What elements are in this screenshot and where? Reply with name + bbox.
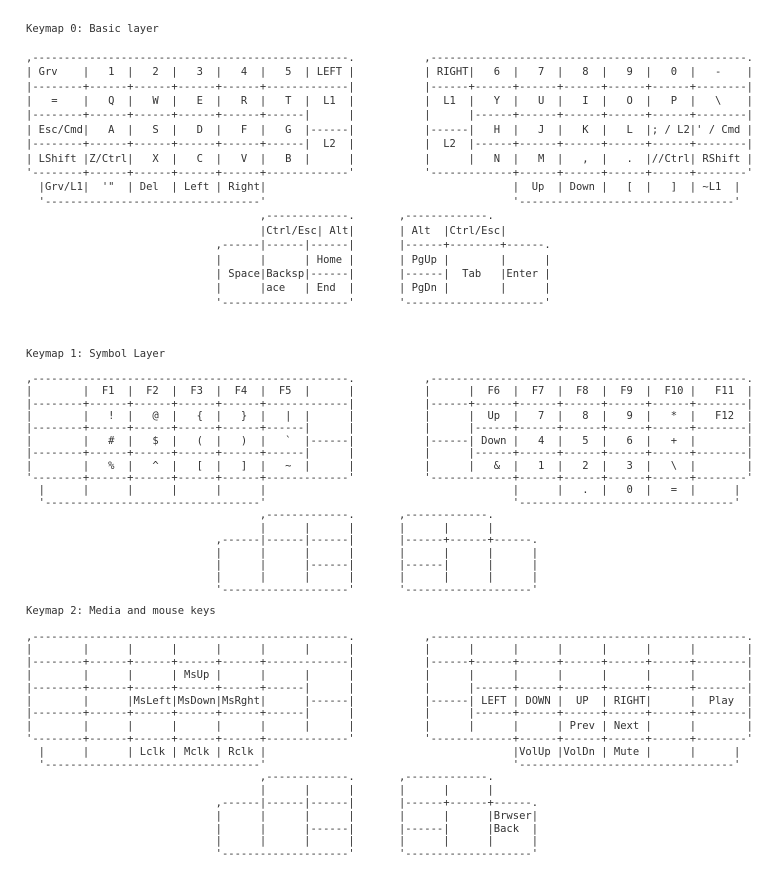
- keymap-2-media-mouse-keys-ascii: Keymap 2: Media and mouse keys ,--------------------------------------------------. ,--------------------------------------------------. | | | | | | | | | | | | | | | | |--------+------+------+------+------+-------------| |------+------+------+------+------+------+--------| | | | | MsUp | | | | | | | | | | | | |--------+------+------+------+------+------| | | |------+------+------+------+------+--------| | | |MsLeft|MsDown|MsRght| |------| |------| LEFT | DOWN | UP | RIGHT| | Play | |--------+------+------+------+------+------| | | |------+------+------+------+------+--------| | | | | | | | | | | | | Prev | Next | | | '--------+------+------+------+------+-------------' '-------------+------+------+------+------+--------' | | | Lclk | Mclk | Rclk | |VolUp |VolDn | Mute | | | '----------------------------------' '----------------------------------' ,-------------. ,-------------. | | | | | | ,------|------|------| |------+------+------. | | | | | | |Brwser| | | |------| |------| |Back | | | | | | | | | '--------------------' '--------------------': [26, 605, 753, 861]
- keymap-0-basic-layer-ascii: Keymap 0: Basic layer ,--------------------------------------------------. ,--------------------------------------------------. | Grv | 1 | 2 | 3 | 4 | 5 | LEFT | | RIGHT| 6 | 7 | 8 | 9 | 0 | - | |--------+------+------+------+------+-------------| |------+------+------+------+------+------+--------| | = | Q | W | E | R | T | L1 | | L1 | Y | U | I | O | P | \ | |--------+------+------+------+------+------| | | |------+------+------+------+------+--------| | Esc/Cmd| A | S | D | F | G |------| |------| H | J | K | L |; / L2|' / Cmd | |--------+------+------+------+------+------| L2 | | L2 |------+------+------+------+------+--------| | LShift |Z/Ctrl| X | C | V | B | | | | N | M | , | . |//Ctrl| RShift | '--------+------+------+------+------+-------------' '-------------+------+------+------+------+--------' |Grv/L1| '" | Del | Left | Right| | Up | Down | [ | ] | ~L1 | '----------------------------------' '----------------------------------' ,-------------. ,-------------. |Ctrl/Esc| Alt| | Alt |Ctrl/Esc| ,------|------|------| |------+--------+------. | | | Home | | PgUp | | | | Space|Backsp|------| |------| Tab |Enter | | |ace | End | | PgDn | | | '--------------------' '----------------------': [26, 23, 753, 309]
- keymap-1-symbol-layer-ascii: Keymap 1: Symbol Layer ,--------------------------------------------------. ,--------------------------------------------------. | | F1 | F2 | F3 | F4 | F5 | | | | F6 | F7 | F8 | F9 | F10 | F11 | |--------+------+------+------+------+-------------| |------+------+------+------+------+------+--------| | | ! | @ | { | } | | | | | | Up | 7 | 8 | 9 | * | F12 | |--------+------+------+------+------+------| | | |------+------+------+------+------+--------| | | # | $ | ( | ) | ` |------| |------| Down | 4 | 5 | 6 | + | | |--------+------+------+------+------+------| | | |------+------+------+------+------+--------| | | % | ^ | [ | ] | ~ | | | | & | 1 | 2 | 3 | \ | | '--------+------+------+------+------+-------------' '-------------+------+------+------+------+--------' | | | | | | | | . | 0 | = | | '----------------------------------' '----------------------------------' ,-------------. ,-------------. | | | | | | ,------|------|------| |------+------+------. | | | | | | | | | | |------| |------| | | | | | | | | | | '--------------------' '--------------------': [26, 348, 753, 596]
